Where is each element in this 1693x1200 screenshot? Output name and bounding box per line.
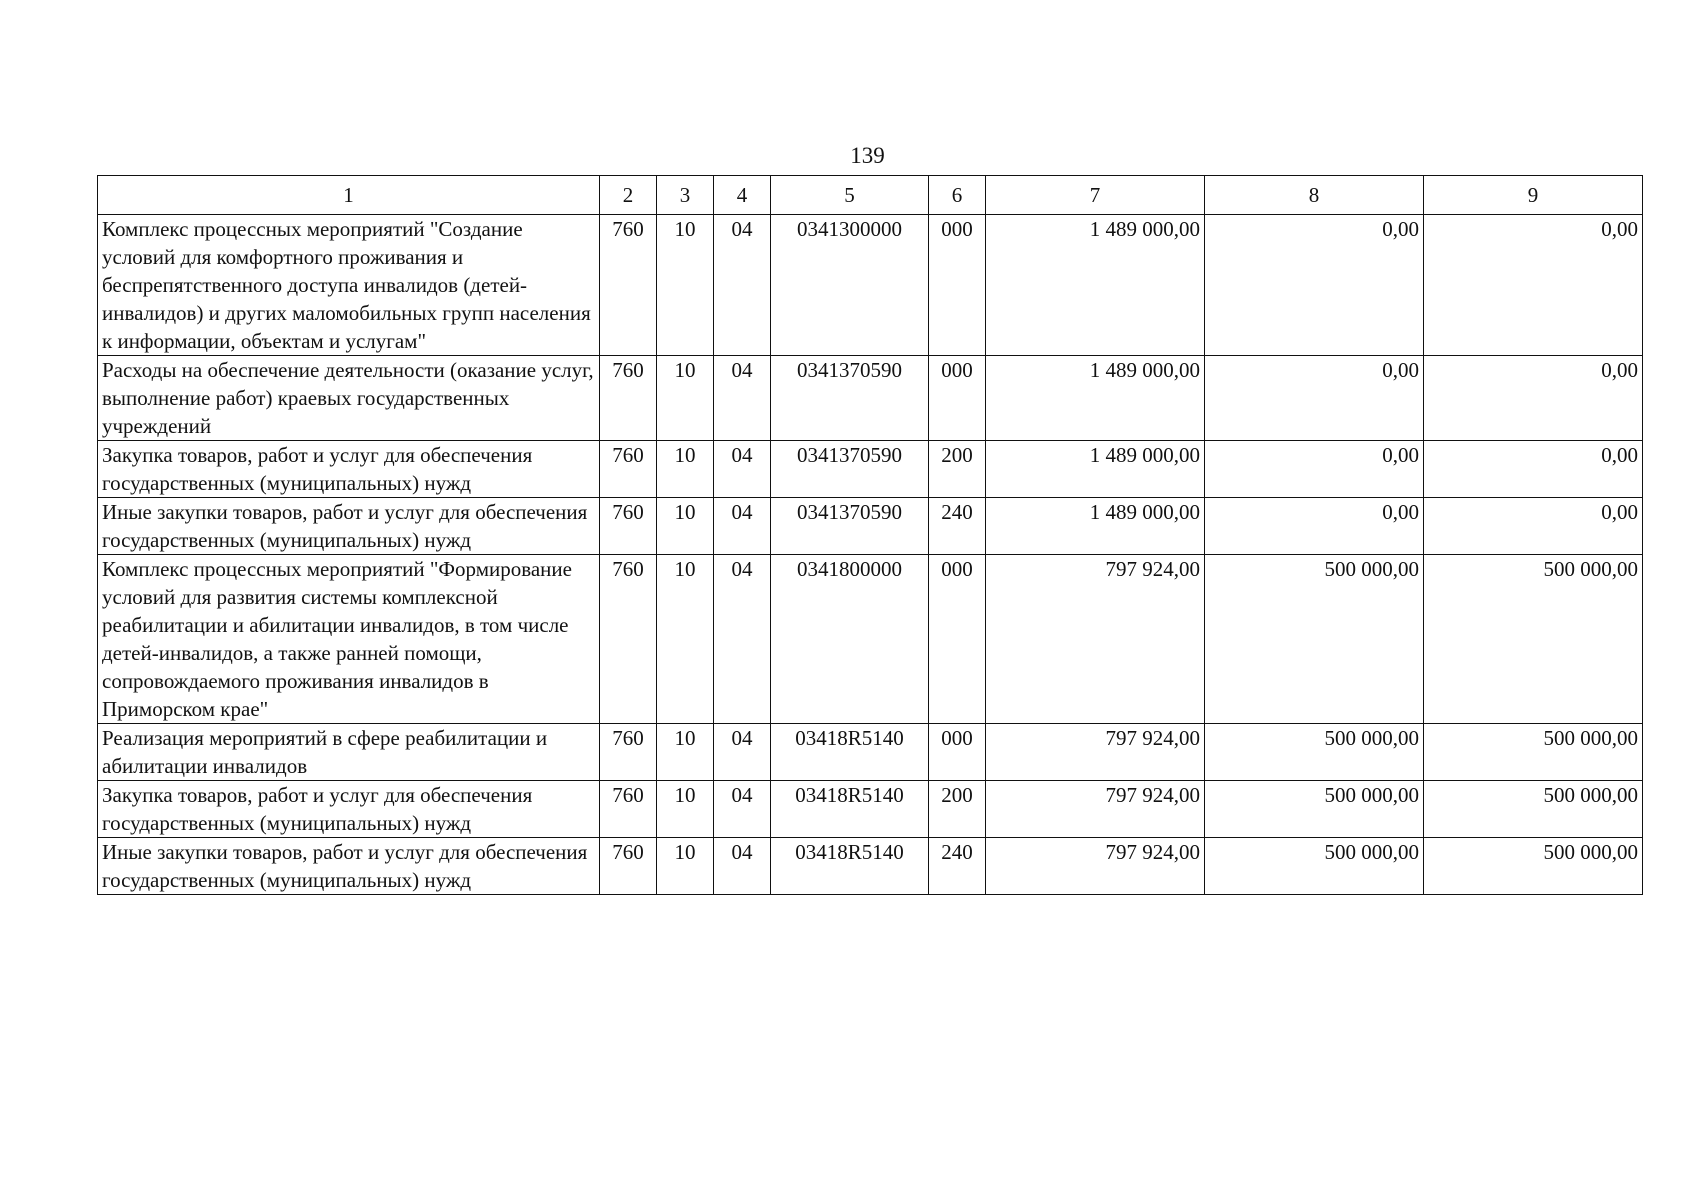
ministry-code-cell: 760 — [600, 781, 657, 838]
target-article-cell: 03418R5140 — [771, 838, 929, 895]
budget-table — [97, 175, 1643, 895]
target-article-cell: 0341300000 — [771, 215, 929, 356]
column-header-3: 3 — [657, 176, 714, 215]
subsection-code-cell: 04 — [714, 441, 771, 498]
amount-col7-cell: 1 489 000,00 — [986, 356, 1205, 441]
expense-type-cell: 000 — [929, 215, 986, 356]
column-header-9: 9 — [1424, 176, 1643, 215]
section-code-cell: 10 — [657, 441, 714, 498]
subsection-code-cell: 04 — [714, 838, 771, 895]
section-code-cell: 10 — [657, 781, 714, 838]
subsection-code-cell: 04 — [714, 215, 771, 356]
ministry-code-cell: 760 — [600, 724, 657, 781]
ministry-code-cell: 760 — [600, 441, 657, 498]
ministry-code-cell: 760 — [600, 838, 657, 895]
target-article-cell: 0341370590 — [771, 441, 929, 498]
column-header-6: 6 — [929, 176, 986, 215]
table-row — [98, 215, 1643, 356]
amount-col7-cell: 797 924,00 — [986, 555, 1205, 724]
amount-col9-cell: 0,00 — [1424, 356, 1643, 441]
subsection-code-cell: 04 — [714, 356, 771, 441]
amount-col7-cell: 797 924,00 — [986, 838, 1205, 895]
expense-type-cell: 200 — [929, 781, 986, 838]
amount-col8-cell: 0,00 — [1205, 498, 1424, 555]
amount-col8-cell: 500 000,00 — [1205, 781, 1424, 838]
amount-col9-cell: 500 000,00 — [1424, 724, 1643, 781]
amount-col8-cell: 0,00 — [1205, 215, 1424, 356]
section-code-cell: 10 — [657, 838, 714, 895]
expense-name-cell: Комплекс процессных мероприятий "Формирование условий для развития системы комплексной реабилитации и абилитации инвалидов, в том числе детей-инвалидов, а также ранней помощи, сопровождаемого проживания инвалидов в Приморском крае" — [98, 555, 600, 724]
column-header-1: 1 — [98, 176, 600, 215]
amount-col8-cell: 500 000,00 — [1205, 724, 1424, 781]
column-header-5: 5 — [771, 176, 929, 215]
table-row — [98, 555, 1643, 724]
amount-col9-cell: 0,00 — [1424, 441, 1643, 498]
expense-type-cell: 000 — [929, 724, 986, 781]
amount-col7-cell: 797 924,00 — [986, 781, 1205, 838]
page-number: 139 — [850, 143, 885, 168]
section-code-cell: 10 — [657, 498, 714, 555]
expense-type-cell: 240 — [929, 838, 986, 895]
section-code-cell: 10 — [657, 356, 714, 441]
subsection-code-cell: 04 — [714, 555, 771, 724]
table-header — [98, 176, 1643, 215]
table-body — [98, 215, 1643, 895]
amount-col9-cell: 500 000,00 — [1424, 838, 1643, 895]
amount-col8-cell: 500 000,00 — [1205, 838, 1424, 895]
column-header-8: 8 — [1205, 176, 1424, 215]
section-code-cell: 10 — [657, 724, 714, 781]
amount-col8-cell: 0,00 — [1205, 356, 1424, 441]
target-article-cell: 03418R5140 — [771, 724, 929, 781]
column-header-4: 4 — [714, 176, 771, 215]
section-code-cell: 10 — [657, 215, 714, 356]
ministry-code-cell: 760 — [600, 555, 657, 724]
table-row — [98, 498, 1643, 555]
target-article-cell: 0341800000 — [771, 555, 929, 724]
table-row — [98, 781, 1643, 838]
amount-col7-cell: 1 489 000,00 — [986, 441, 1205, 498]
amount-col9-cell: 0,00 — [1424, 498, 1643, 555]
subsection-code-cell: 04 — [714, 781, 771, 838]
ministry-code-cell: 760 — [600, 215, 657, 356]
expense-type-cell: 000 — [929, 356, 986, 441]
expense-name-cell: Иные закупки товаров, работ и услуг для обеспечения государственных (муниципальных) нужд — [98, 498, 600, 555]
expense-name-cell: Закупка товаров, работ и услуг для обеспечения государственных (муниципальных) нужд — [98, 441, 600, 498]
amount-col9-cell: 500 000,00 — [1424, 555, 1643, 724]
subsection-code-cell: 04 — [714, 724, 771, 781]
amount-col8-cell: 500 000,00 — [1205, 555, 1424, 724]
ministry-code-cell: 760 — [600, 498, 657, 555]
expense-name-cell: Расходы на обеспечение деятельности (оказание услуг, выполнение работ) краевых государственных учреждений — [98, 356, 600, 441]
amount-col7-cell: 797 924,00 — [986, 724, 1205, 781]
target-article-cell: 03418R5140 — [771, 781, 929, 838]
header-row — [98, 176, 1643, 215]
column-header-2: 2 — [600, 176, 657, 215]
amount-col7-cell: 1 489 000,00 — [986, 498, 1205, 555]
table-row — [98, 724, 1643, 781]
table-row — [98, 441, 1643, 498]
expense-name-cell: Закупка товаров, работ и услуг для обеспечения государственных (муниципальных) нужд — [98, 781, 600, 838]
column-header-7: 7 — [986, 176, 1205, 215]
expense-type-cell: 240 — [929, 498, 986, 555]
expense-name-cell: Иные закупки товаров, работ и услуг для обеспечения государственных (муниципальных) нужд — [98, 838, 600, 895]
expense-type-cell: 200 — [929, 441, 986, 498]
subsection-code-cell: 04 — [714, 498, 771, 555]
expense-type-cell: 000 — [929, 555, 986, 724]
section-code-cell: 10 — [657, 555, 714, 724]
amount-col7-cell: 1 489 000,00 — [986, 215, 1205, 356]
amount-col9-cell: 500 000,00 — [1424, 781, 1643, 838]
table-row — [98, 356, 1643, 441]
expense-name-cell: Комплекс процессных мероприятий "Создание условий для комфортного проживания и беспрепятственного доступа инвалидов (детей-инвалидов) и других маломобильных групп населения к информации, объектам и услугам" — [98, 215, 600, 356]
expense-name-cell: Реализация мероприятий в сфере реабилитации и абилитации инвалидов — [98, 724, 600, 781]
amount-col8-cell: 0,00 — [1205, 441, 1424, 498]
ministry-code-cell: 760 — [600, 356, 657, 441]
table-row — [98, 838, 1643, 895]
target-article-cell: 0341370590 — [771, 356, 929, 441]
target-article-cell: 0341370590 — [771, 498, 929, 555]
amount-col9-cell: 0,00 — [1424, 215, 1643, 356]
